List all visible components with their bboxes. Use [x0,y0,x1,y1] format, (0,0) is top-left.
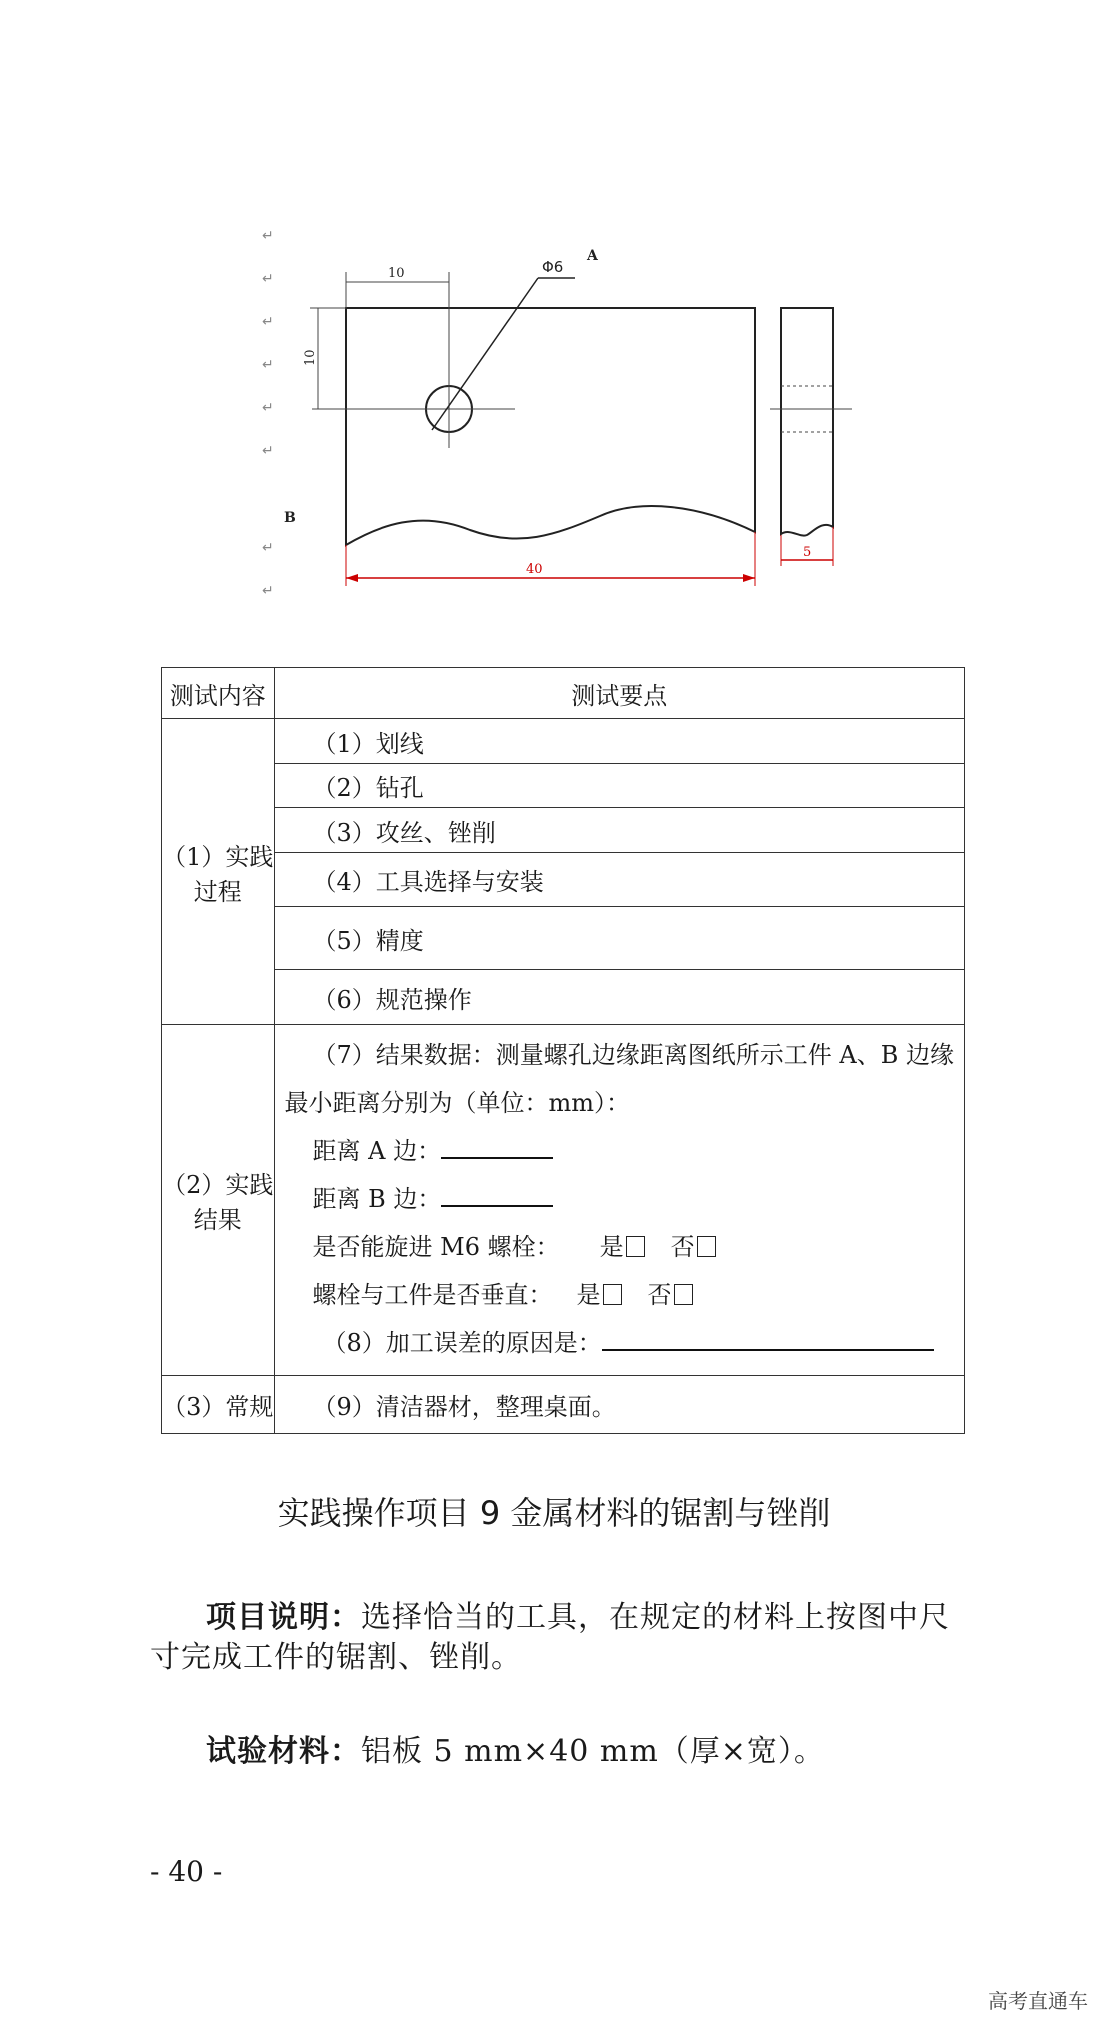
bolt-question-row [285,1223,955,1271]
no-checkbox[interactable] [674,1284,693,1305]
table-header-row [162,668,965,719]
pilcrow-mark: ↵ [262,583,274,599]
yes-checkbox[interactable] [626,1236,645,1257]
process-point: （2）钻孔 [274,764,965,808]
process-label: （1）实践过程 [162,719,275,1025]
table-row [162,970,965,1025]
plate-outline [346,308,755,545]
yes-option-label: 是 [576,1281,601,1309]
error-label: （8）加工误差的原因是： [322,1329,602,1357]
header-test-content: 测试内容 [162,668,275,719]
process-point: （3）攻丝、锉削 [274,808,965,853]
pilcrow-mark: ↵ [262,228,274,244]
yes-checkbox[interactable] [603,1284,622,1305]
error-blank[interactable] [602,1323,934,1351]
material-text: 铝板 5 mm×40 mm（厚×宽）。 [361,1734,825,1769]
description-text: 选择恰当的工具，在规定的材料上按图中尺寸完成工件的锯割、锉削。 [150,1600,950,1675]
page-number: - 40 - [150,1855,223,1888]
result-line-2: 最小距离分别为（单位：mm）： [284,1089,631,1117]
technical-drawing [0,0,1108,640]
label-b: B [284,510,296,526]
distance-a-label: 距离 A 边： [312,1137,442,1165]
routine-label: （3）常规 [162,1376,275,1434]
table-row [162,719,965,764]
no-option-label: 否 [647,1281,672,1309]
test-spec-table [161,667,965,1434]
result-line-1: （7）结果数据：测量螺孔边缘距离图纸所示工件 A、B 边缘 [312,1041,954,1069]
table-row [162,764,965,808]
pilcrow-mark: ↵ [262,271,274,287]
pilcrow-mark: ↵ [262,314,274,330]
phi-leader [432,278,538,430]
pilcrow-mark: ↵ [262,400,274,416]
result-label: （2）实践结果 [162,1025,275,1376]
pilcrow-mark: ↵ [262,357,274,373]
no-option-label: 否 [670,1233,695,1261]
table-row [162,907,965,970]
distance-b-row [285,1175,955,1223]
routine-point: （9）清洁器材，整理桌面。 [274,1376,965,1434]
result-cell [274,1025,965,1376]
dim-left-label: 10 [303,349,318,366]
test-material [150,1732,980,1772]
bolt-question: 是否能旋进 M6 螺栓： [312,1233,560,1261]
project-description [150,1598,980,1678]
distance-b-blank[interactable] [441,1179,553,1207]
dim-width-label: 40 [526,562,543,577]
distance-a-blank[interactable] [441,1131,553,1159]
process-point: （5）精度 [274,907,965,970]
process-point: （1）划线 [274,719,965,764]
material-label: 试验材料： [206,1734,361,1769]
dim-thick-label: 5 [803,545,812,560]
phi-label: Φ6 [542,258,564,276]
description-label: 项目说明： [206,1600,361,1635]
table-row [162,808,965,853]
section-title: 实践操作项目 9 金属材料的锯割与锉削 [277,1494,831,1532]
watermark-text: 高考直通车 [988,1989,1088,2013]
process-point: （4）工具选择与安装 [274,853,965,907]
dim-top-label: 10 [388,266,405,281]
error-row [285,1319,955,1367]
process-point: （6）规范操作 [274,970,965,1025]
table-row [162,1376,965,1434]
distance-a-row [285,1127,955,1175]
no-checkbox[interactable] [697,1236,716,1257]
header-test-points: 测试要点 [274,668,965,719]
label-a: A [587,248,598,264]
table-row [162,1025,965,1376]
pilcrow-mark: ↵ [262,443,274,459]
pilcrow-mark: ↵ [262,540,274,556]
perpendicular-question: 螺栓与工件是否垂直： [312,1281,553,1309]
distance-b-label: 距离 B 边： [312,1185,442,1213]
dim-width-arrow-right [743,574,755,582]
side-view-outline [781,308,833,536]
yes-option-label: 是 [599,1233,624,1261]
perpendicular-question-row [285,1271,955,1319]
dim-width-arrow-left [346,574,358,582]
table-row [162,853,965,907]
